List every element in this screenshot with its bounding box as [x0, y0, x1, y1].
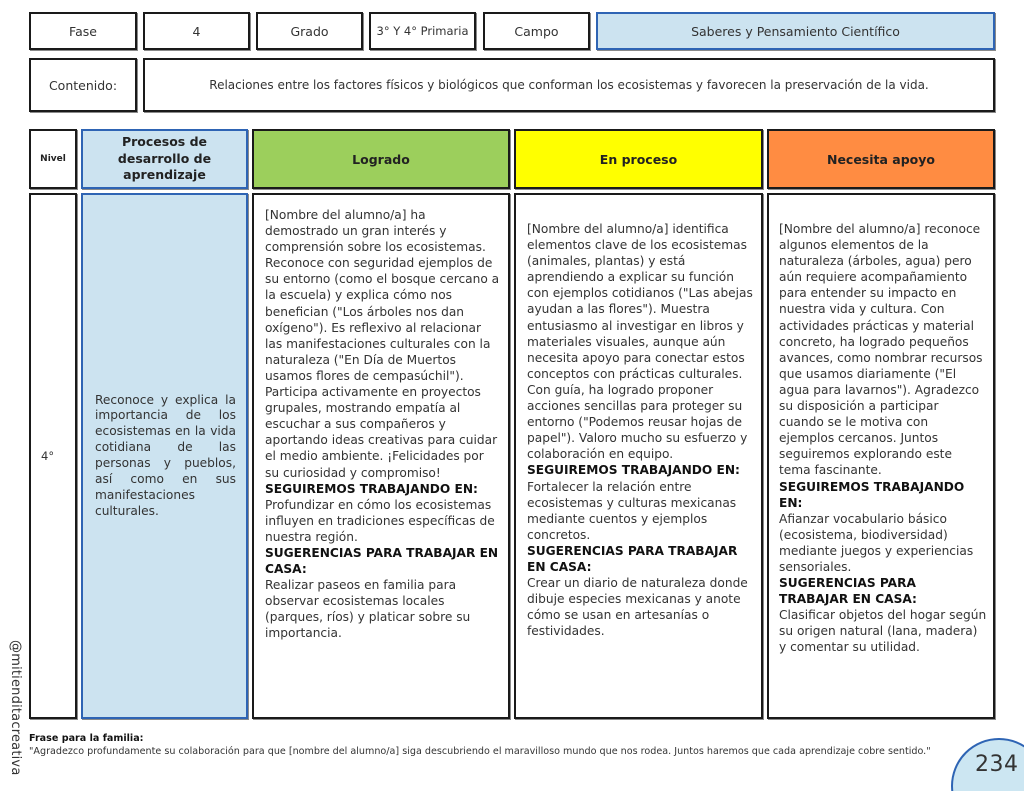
- en-proceso-seguiremos-label: SEGUIREMOS TRABAJANDO EN:: [527, 463, 740, 478]
- logrado-sugerencias-label: SUGERENCIAS PARA TRABAJAR EN CASA:: [265, 545, 499, 577]
- fase-label: Fase: [29, 12, 137, 50]
- campo-value: Saberes y Pensamiento Científico: [596, 12, 995, 50]
- grado-value: 3° Y 4° Primaria: [369, 12, 476, 50]
- logrado-seguiremos-text: Profundizar en cómo los ecosistemas influyen en tradiciones específicas de nuestra región.: [265, 497, 495, 544]
- en-proceso-text: [Nombre del alumno/a] identifica elementos clave de los ecosistemas (animales, plantas) y está aprendiendo a explicar su función con ejemplos cotidianos ("Las abejas ayudan a las flores"). Muestra entusiasmo al investigar en libros y materiales visuales, aunque aún necesita apoyo para conectar estos conceptos con prácticas culturales. Con guía, ha logrado proponer acciones sencillas para proteger su entorno ("Podemos reusar hojas de papel"). Valoro mucho su esfuerzo y colaboración en equipo.: [527, 222, 753, 462]
- nivel-value: 4°: [41, 449, 55, 463]
- necesita-apoyo-seguiremos-text: Afianzar vocabulario básico (ecosistema, biodiversidad) mediante juegos y experiencias sensoriales.: [779, 511, 974, 574]
- cell-nivel: [29, 193, 77, 719]
- contenido-value: Relaciones entre los factores físicos y biológicos que conforman los ecosistemas y favorecen la preservación de la vida.: [143, 58, 995, 112]
- header-nivel: Nivel: [29, 129, 77, 189]
- page-number: 234: [975, 752, 1019, 777]
- en-proceso-sugerencias-text: Crear un diario de naturaleza donde dibuje especies mexicanas y anote cómo se usan en artesanías o festividades.: [527, 576, 748, 639]
- logrado-sugerencias-text: Realizar paseos en familia para observar ecosistemas locales (parques, ríos) y platicar sobre su importancia.: [265, 578, 471, 641]
- header-en-proceso: En proceso: [514, 129, 763, 189]
- header-logrado: Logrado: [252, 129, 510, 189]
- en-proceso-seguiremos-text: Fortalecer la relación entre ecosistemas y culturas mexicanas mediante cuentos y ejemplos concretos.: [527, 479, 737, 542]
- cell-procesos: [81, 193, 248, 719]
- fase-value: 4: [143, 12, 250, 50]
- grado-label: Grado: [256, 12, 363, 50]
- logrado-seguiremos-label: SEGUIREMOS TRABAJANDO EN:: [265, 481, 478, 496]
- family-phrase-text: "Agradezco profundamente su colaboración para que [nombre del alumno/a] siga descubriendo el maravilloso mundo que nos rodea. Juntos haremos que cada aprendizaje cobre sentido.": [29, 745, 931, 757]
- cell-necesita-apoyo: [767, 193, 995, 719]
- procesos-text: Reconoce y explica la importancia de los ecosistemas en la vida cotidiana de las personas y pueblos, así como en sus manifestaciones culturales.: [95, 392, 236, 518]
- cell-logrado: [252, 193, 510, 719]
- family-phrase: [29, 733, 949, 759]
- necesita-apoyo-sugerencias-label: SUGERENCIAS PARA TRABAJAR EN CASA:: [779, 576, 917, 607]
- family-phrase-label: Frase para la familia:: [29, 733, 144, 744]
- logrado-text: [Nombre del alumno/a] ha demostrado un gran interés y comprensión sobre los ecosistemas. Reconoce con seguridad ejemplos de su entorno (como el bosque cercano a la escuela) y explica cómo nos benefician ("Los árboles nos dan oxígeno"). Es reflexivo al relacionar las manifestaciones culturales con la naturaleza ("En Día de Muertos usamos flores de cempasúchil"). Participa activamente en proyectos grupales, mostrando empatía al escuchar a sus compañeros y aportando ideas creativas para cuidar el medio ambiente. ¡Felicidades por su curiosidad y compromiso!: [265, 208, 500, 480]
- cell-en-proceso: [514, 193, 763, 719]
- necesita-apoyo-text: [Nombre del alumno/a] reconoce algunos elementos de la naturaleza (árboles, agua) pero aún requiere acompañamiento para entender su impacto en nuestra vida y cultura. Con actividades prácticas y material concreto, ha logrado pequeños avances, como nombrar recursos que usamos diariamente ("El agua para lavarnos"). Agradezco su disposición a participar cuando se le motiva con ejemplos cercanos. Juntos seguiremos explorando este tema fascinante.: [779, 222, 983, 478]
- watermark: @mitienditacreativa: [8, 640, 23, 776]
- en-proceso-sugerencias-label: SUGERENCIAS PARA TRABAJAR EN CASA:: [527, 543, 738, 574]
- campo-label: Campo: [483, 12, 590, 50]
- necesita-apoyo-sugerencias-text: Clasificar objetos del hogar según su origen natural (lana, madera) y comentar su utilidad.: [779, 608, 987, 655]
- contenido-label: Contenido:: [29, 58, 137, 112]
- necesita-apoyo-seguiremos-label: SEGUIREMOS TRABAJANDO EN:: [779, 479, 965, 510]
- header-necesita-apoyo: Necesita apoyo: [767, 129, 995, 189]
- header-procesos: Procesos de desarrollo de aprendizaje: [81, 129, 248, 189]
